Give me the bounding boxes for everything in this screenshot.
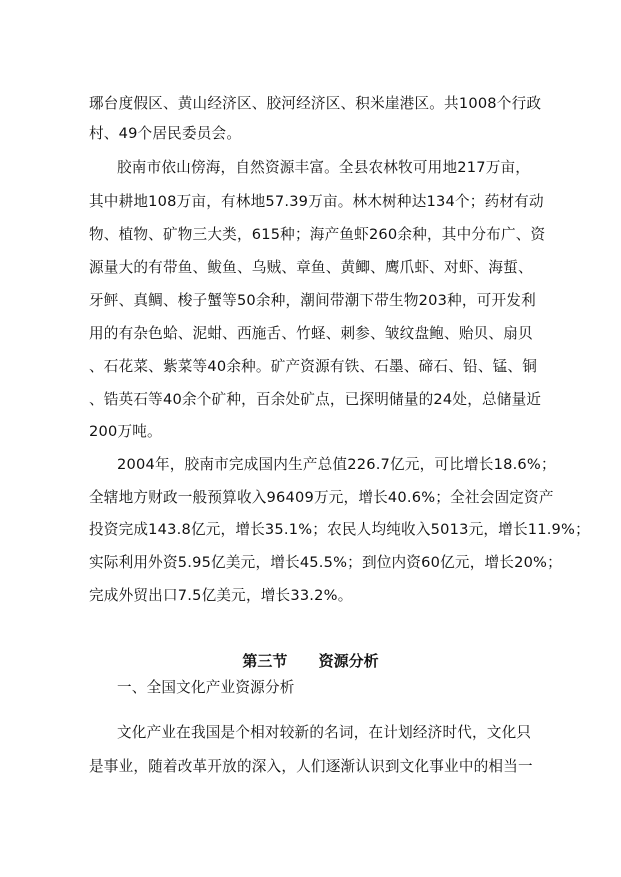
text-line: 全辖地方财政一般预算收入96409万元，增长40.6%；全社会固定资产 xyxy=(89,489,554,506)
text-line: 琊台度假区、黄山经济区、胶河经济区、积米崖港区。共1008个行政 xyxy=(89,95,542,112)
subsection-title: 一、全国文化产业资源分析 xyxy=(117,679,295,696)
text-line: 是事业，随着改革开放的深入，人们逐渐认识到文化事业中的相当一 xyxy=(89,758,533,775)
text-line: 、锆英石等40余个矿种，百余处矿点，已探明储量的24处，总储量近 xyxy=(89,391,542,408)
text-line: 源量大的有带鱼、鲅鱼、乌贼、章鱼、黄鲫、鹰爪虾、对虾、海蜇、 xyxy=(89,259,533,276)
text-line: 其中耕地108万亩，有林地57.39万亩。林木树种达134个；药材有动 xyxy=(89,193,544,210)
text-line: 物、植物、矿物三大类，615种；海产鱼虾260余种，其中分布广、资 xyxy=(89,226,546,243)
text-line: 胶南市依山傍海，自然资源丰富。全县农林牧可用地217万亩， xyxy=(117,159,531,176)
text-line: 牙鲆、真鲷、梭子蟹等50余种，潮间带潮下带生物203种，可开发利 xyxy=(89,292,536,309)
text-line: 文化产业在我国是个相对较新的名词，在计划经济时代，文化只 xyxy=(117,724,532,741)
text-line: 村、49个居民委员会。 xyxy=(89,125,242,142)
text-line: 、石花菜、紫菜等40余种。矿产资源有铁、石墨、碲石、铅、锰、铜 xyxy=(89,358,537,375)
text-line: 用的有杂色蛤、泥蚶、西施舌、竹蛏、刺参、皱纹盘鲍、贻贝、扇贝 xyxy=(89,325,533,342)
text-line: 2004年，胶南市完成国内生产总值226.7亿元，可比增长18.6%； xyxy=(117,456,556,473)
section-title: 第三节 资源分析 xyxy=(242,652,379,670)
text-line: 完成外贸出口7.5亿美元，增长33.2%。 xyxy=(89,587,353,604)
text-line: 200万吨。 xyxy=(89,423,162,440)
text-line: 实际利用外资5.95亿美元，增长45.5%；到位内资60亿元，增长20%； xyxy=(89,554,562,571)
text-line: 投资完成143.8亿元，增长35.1%；农民人均纯收入5013元，增长11.9%； xyxy=(89,521,590,538)
